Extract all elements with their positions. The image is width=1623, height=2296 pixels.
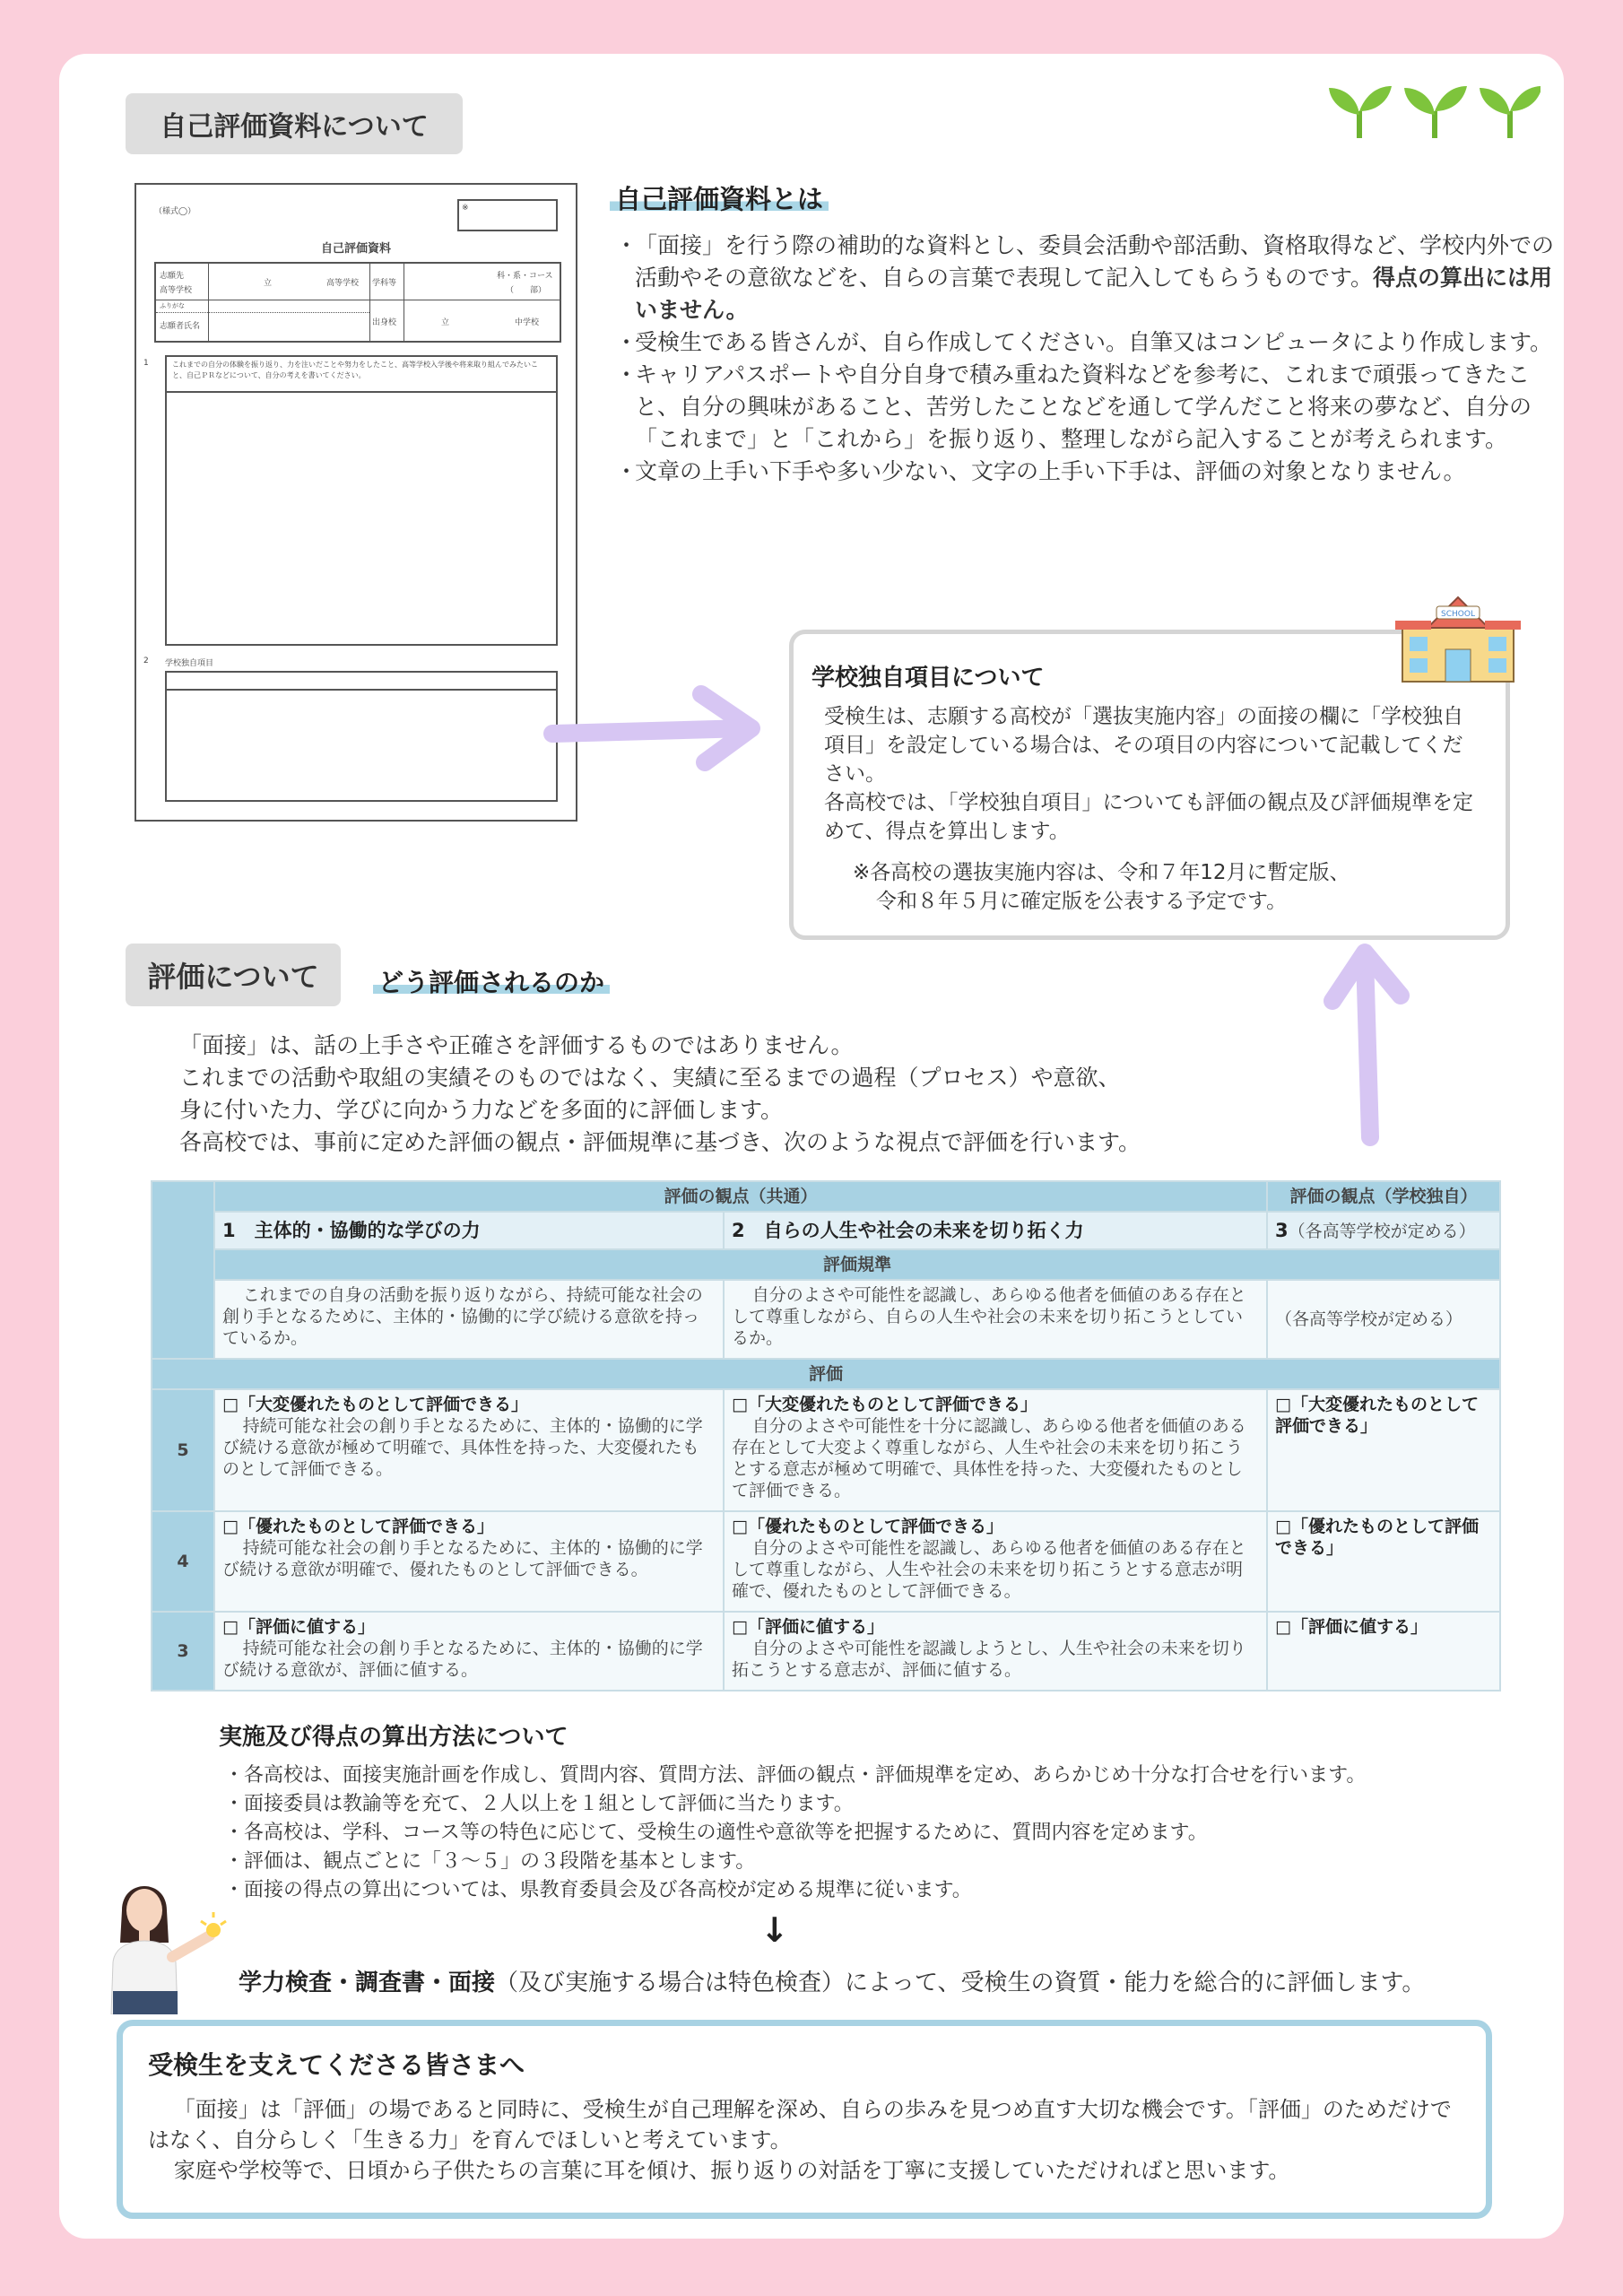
arrow-right-icon xyxy=(543,682,777,771)
woman-holding-lightbulb-illustration xyxy=(86,1857,239,2014)
score-4: 4 xyxy=(152,1511,214,1612)
list-item: ・ 文章の上手い下手や多い少ない、文字の上手い下手は、評価の対象となりません。 xyxy=(615,456,1566,488)
form-applicant-grid: 志願先 高等学校 立 高等学校 学科等 科・系・コース （ 部） ふりがな 志願者氏名 出身校 立 中学校 xyxy=(154,262,561,343)
table-row: 3 □「評価に値する」 持続可能な社会の創り手となるために、主体的・協働的に学び続ける意欲が、評価に値する。 □「評価に値する」 自分のよさや可能性を認識しようとし、人生や社会の未来を切り拓こうとする意志が、評価に値する。 □「評価に値する」 xyxy=(152,1612,1500,1691)
score-5: 5 xyxy=(152,1389,214,1511)
school-box-title: 学校独自項目について xyxy=(812,665,1045,691)
criteria-3: （各高等学校が定める） xyxy=(1267,1280,1500,1359)
support-title: 受検生を支えてくださる皆さまへ xyxy=(148,2050,525,2080)
method-title: 実施及び得点の算出方法について xyxy=(219,1724,568,1751)
list-item: ・ 各高校は、面接実施計画を作成し、質問内容、質問方法、評価の観点・評価規準を定め、あらかじめ十分な打合せを行います。 xyxy=(224,1761,1515,1790)
support-p2: 家庭や学校等で、日頃から子供たちの言葉に耳を傾け、振り返りの対話を丁寧に支援していただければと思います。 xyxy=(173,2158,1290,2183)
sprout-icons xyxy=(1325,79,1541,145)
section-header-evaluation: 評価について xyxy=(126,944,341,1006)
sprout-icon xyxy=(1404,86,1467,138)
school-building-icon xyxy=(1395,588,1521,687)
table-row: 5 □「大変優れたものとして評価できる」 持続可能な社会の創り手となるために、主体的・協働的に学び続ける意欲が極めて明確で、具体性を持った、大変優れたものとして評価できる。 □「大変優れたものとして評価できる」 自分のよさや可能性を十分に認識し、あらゆる他者を価値のある存在として大変よく尊重しながら、人生や社会の未来を切り拓こうとする意志が極めて明確で、具体性を持った、大変優れたものとして評価できる。 □「大変優れたものとして評価できる」 xyxy=(152,1389,1500,1511)
evaluation-subtitle: どう評価されるのか xyxy=(373,963,610,999)
table-header-viewpoint-2: 2 自らの人生や社会の未来を切り拓く力 xyxy=(724,1212,1267,1249)
form-q2-label: 学校独自項目 xyxy=(165,659,214,668)
table-header-viewpoint-1: 1 主体的・協働的な学びの力 xyxy=(214,1212,724,1249)
criteria-1: これまでの自身の活動を振り返りながら、持続可能な社会の創り手となるために、主体的・協働的に学び続ける意欲を持っているか。 xyxy=(214,1280,724,1359)
page-card xyxy=(59,54,1564,2239)
form-title: 自己評価資料 xyxy=(320,242,391,256)
list-item: ・ キャリアパスポートや自分自身で積み重ねた資料などを参考に、これまで頑張ってきたこと、自分の興味があること、苦労したことなどを通して学んだこと将来の夢など、自分の「これまで」と「これから」を振り返り、整理しながら記入することが考えられます。 xyxy=(615,359,1566,456)
criteria-2: 自分のよさや可能性を認識し、あらゆる他者を価値のある存在として尊重しながら、自らの人生や社会の未来を切り拓こうとしているか。 xyxy=(724,1280,1267,1359)
support-message-box xyxy=(117,2020,1492,2219)
table-bar-school: 評価の観点（学校独自） xyxy=(1267,1181,1500,1212)
evaluation-intro: 「面接」は、話の上手さや正確さを評価するものではありません。 これまでの活動や取組の実績そのものではなく、実績に至るまでの過程（プロセス）や意欲、 身に付いた力、学びに向かう力などを多面的に評価します。 各高校では、事前に定めた評価の観点・評価規準に基づき、次のような視点で評価を行います。 xyxy=(179,1032,1141,1155)
form-q1-instruction: これまでの自分の体験を振り返り、力を注いだことや努力をしたこと、高等学校入学後や将来取り組んでみたいこと、自己ＰＲなどについて、自分の考えを書いてください。 xyxy=(165,355,558,393)
section-header-self-eval: 自己評価資料について xyxy=(126,93,463,154)
down-arrow-icon: ↓ xyxy=(760,1910,789,1950)
sprout-icon xyxy=(1480,86,1541,138)
method-list xyxy=(224,1761,1515,1905)
list-item: ・ 各高校は、学科、コース等の特色に応じて、受検生の適性や意欲等を把握するために、質問内容を定めます。 xyxy=(224,1819,1515,1848)
about-self-eval-title: 自己評価資料とは xyxy=(610,179,829,216)
list-item: ・ 「面接」を行う際の補助的な資料とし、委員会活動や部活動、資格取得など、学校内外での活動やその意欲などを、自らの言葉で表現して記入してもらうものです。得点の算出には用いません。 xyxy=(615,230,1566,326)
school-box-p1: 受検生は、志願する高校が「選抜実施内容」の面接の欄に「学校独自項目」を設定している場合は、その項目の内容について記載してください。 xyxy=(824,705,1463,786)
school-box-p2: 各高校では、「学校独自項目」についても評価の観点及び評価規準を定めて、得点を算出します。 xyxy=(824,791,1474,843)
form-corner-label: （様式◯） xyxy=(154,207,196,216)
support-p1: 「面接」は「評価」の場であると同時に、受検生が自己理解を深め、自らの歩みを見つめ直す大切な機会です。「評価」のためだけではなく、自分らしく「生きる力」を育んでほしいと考えています。 xyxy=(148,2097,1452,2152)
list-item: ・ 面接の得点の算出については、県教育委員会及び各高校が定める規準に従います。 xyxy=(224,1876,1515,1905)
table-bar-common: 評価の観点（共通） xyxy=(214,1181,1267,1212)
school-box-note2: 令和８年５月に確定版を公表する予定です。 xyxy=(876,890,1288,913)
form-q1-answer-area xyxy=(165,393,558,646)
list-item: ・ 評価は、観点ごとに「３～５」の３段階を基本とします。 xyxy=(224,1848,1515,1876)
sprout-icon xyxy=(1329,86,1392,138)
list-item: ・ 受検生である皆さんが、自ら作成してください。自筆又はコンピュータにより作成します。 xyxy=(615,326,1566,359)
form-number-box: ※ xyxy=(457,199,558,231)
school-sign-text: SCHOOL xyxy=(1441,610,1475,619)
table-bar-evaluation: 評価 xyxy=(152,1359,1500,1389)
list-item: ・ 面接委員は教諭等を充て、２人以上を１組として評価に当たります。 xyxy=(224,1790,1515,1819)
self-eval-form-sample: （様式◯） ※ 自己評価資料 志願先 高等学校 立 高等学校 学科等 科・系・コース （ 部） ふりがな 志願者氏名 出身校 立 中学校 1 これまでの自分の体験を振り返り、力を注いだことや努力をしたこと、高等学校入学後や将来取り組んでみたいこと、自己ＰＲなどについて、自分の考えを書いてください。 2 学校独自項目 xyxy=(135,183,577,822)
form-q2-answer-area xyxy=(165,691,558,802)
score-3: 3 xyxy=(152,1612,214,1691)
overall-evaluation-summary: 学力検査・調査書・面接（及び実施する場合は特色検査）によって、受検生の資質・能力を総合的に評価します。 xyxy=(239,1970,1426,1996)
evaluation-rubric-table xyxy=(151,1180,1501,1692)
table-header-viewpoint-3: 3（各高等学校が定める） xyxy=(1267,1212,1500,1249)
school-box-note1: ※各高校の選抜実施内容は、令和７年12月に暫定版、 xyxy=(853,861,1350,884)
table-row: 4 □「優れたものとして評価できる」 持続可能な社会の創り手となるために、主体的・協働的に学び続ける意欲が明確で、優れたものとして評価できる。 □「優れたものとして評価できる」 自分のよさや可能性を認識し、あらゆる他者を価値のある存在として尊重しながら、人生や社会の未来を切り拓こうとする意志が明確で、優れたものとして評価できる。 □「優れたものとして評価できる」 xyxy=(152,1511,1500,1612)
table-bar-criteria: 評価規準 xyxy=(214,1249,1500,1280)
about-self-eval-list xyxy=(615,230,1566,488)
